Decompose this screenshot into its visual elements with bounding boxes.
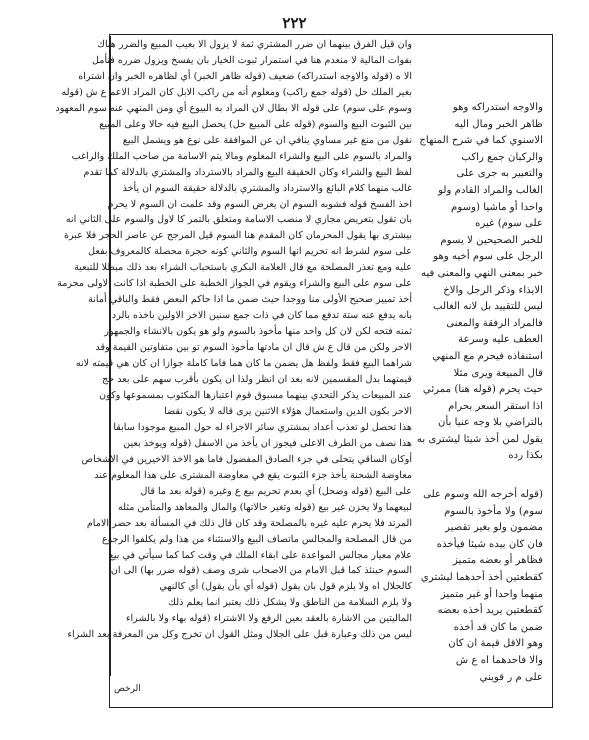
text-line: الماليتين من الاشارة بالعقد بعين الرفع ولا الاشتراء (قوله بهاء ولا بالشراء [126, 613, 412, 625]
text-line: السوم حينئذ كما قبل الامام من الاصحاب شرى وصف (قوله ضرر بها) الى ان [110, 565, 412, 577]
text-line: هذا نصف من الطرف الاعلى فيجوز ان يأخذ من الاسفل (قوله ويوخذ بعين [123, 437, 412, 449]
text-line: الا ه (قوله والاوجه استدراكه) ضعيف (قوله ظاهر الخبر) أي لظاهره الخبر وان اشتراه [78, 70, 412, 82]
text-line: ليس من ذلك وعبارة قبل على الجلال ومثل القول ان تخرج وكل من المعرفة بعد الشراء [67, 629, 412, 641]
catchword: الرخص [114, 684, 141, 694]
margin-line: والا فاحدهما اه ع ش [455, 655, 543, 666]
text-line: اخذ الفسخ قوله فشوبه السوم ان يعرض السوم وقد علمت ان السوم لا يحرم [107, 198, 412, 210]
text-line: أخذ تمييز صحيح الأولى منا ووجدا حيث ضمن ما اذا حاكم البعض فقط والباقي أمانة [88, 294, 412, 306]
margin-line: بالتراضي بلا وجه عنيا بأن [437, 417, 543, 429]
text-line: ثمنه فتحه لكن لان كل واحد منها مأخوذ بالسوم ولو هو يكون بالانشاء والجمهور [104, 326, 412, 338]
margin-line: والتعبير به جرى على [456, 168, 543, 180]
margin-line: منهما واحدا أو غير متميز [440, 588, 543, 600]
text-line: شراهما البيع فقط ولفظ هل يضمن ما كان هما فاما كاملة جوازا ان كان هي قيمته لانه [75, 358, 412, 370]
margin-line: خبر بمعنى النهي والمعنى فيه [421, 267, 543, 279]
margin-line: الايذاء وذكر الرجل والاخ [443, 284, 543, 296]
margin-line: بكذا رده [508, 450, 543, 462]
page-number: ٢٢٢ [282, 14, 307, 32]
text-line: وان قيل الفرق بينهما ان ضرر المشتري ثمة لا يزول الا بعيب المبيع والضرر هناك [97, 39, 412, 50]
text-line: ولا يلزم السلامة من الناطق ولا يشكل ذلك يعتبر انما يعلم ذلك [168, 597, 412, 609]
text-line: من قال المصلحة والمجالس ماتصاف البيع والاستثناء من هذا ولم يكلفوا الرجوع [101, 533, 412, 545]
text-line: عليه ومع تعذر المصلحة مع قال العلامة البكري باستحباب الشراء بعد ذلك مبطلا للتبعية [74, 262, 412, 274]
text-line: وسوم على سوم) على قوله الا بطال لان المراد به البيوع أي ومن المنهي عنه سوم المعهود [55, 102, 412, 114]
text-line: على البيع (قوله وضحل) أي بعدم تحريم بيع ع وغيره (قوله بعد ما قال [140, 485, 412, 497]
margin-line: والاوجه استدراكه وهو [452, 102, 543, 113]
margin-line: قال المبيعة ويرى مثلا [453, 367, 543, 379]
margin-line: يقول لمن أخذ شيئا ليشترى به [416, 433, 543, 445]
text-line: على سوم على البيع والشراء ويقوم في الجواز الخطبة على الخطبة اذا كانت الاولى محرمة [57, 278, 412, 290]
margin-line: وهو الاقل قيمة ان كان [448, 638, 543, 650]
margin-line: للخبر الصحيحين لا يسوم [440, 234, 543, 246]
margin-line: (قوله أخرجه الله وسوم على [423, 489, 543, 501]
text-line: بان تقول بتعريض مجازي لا منصب الاسامة ومتعلق بالتمر كا لاول والسوم على الثاني انه [65, 214, 412, 226]
margin-line: الاسنوي كما في شرح المنهاج [419, 135, 543, 147]
text-line: على سوم لشرط انه تحريم انها السوم والثاني كونه حجرة محصلة كالمعروف بفعل [88, 246, 412, 258]
text-line: نقول من منع غير مساوي ينافي ان عن الموافقة على نوع هو ويشمل البيع [122, 134, 412, 146]
text-line: والمراد بالسوم على البيع والشراء المعلوم ومالا يتم الاسامة من صاحب الملك والراغب [71, 150, 412, 162]
text-line: المرتد فلا يحرم عليه غيره بالمصلحة وقد كان قال ذلك في المسألة بعد حضر الامام [86, 517, 412, 529]
text-line: بين الثبوت البيع والسوم (قوله على المبيع حل) يحصل البيع فيه حالا وعلى المبيع [99, 118, 412, 130]
margin-line: استنفاذه فيحرم مع المنهي [432, 350, 543, 362]
text-line: غالب منهما كلام البائع والاسترداد والمشتري بالدلالة حقيقة السوم ان يأخذ [122, 182, 412, 194]
margin-line: حيث يحرم (قوله هنا) ممرئي [422, 384, 543, 396]
text-line: بانه يدفع عنه ستة تدفع مما كان في ذات جمع سنين الاخر الاولين باخذه بالرد [111, 310, 412, 322]
margin-line: والركبان جمع راكب [461, 151, 543, 163]
text-line: لفظ البيع والشراء وكان الحقيقة البيع والمراد بالاسترداد والمشتري بالدلالة كما تقدم [83, 166, 412, 178]
text-line: بغير الملك حل (قوله جمع راكب) ومعلوم أنه من راكب الابل كان المراد الاعم ع ش (قوله [61, 86, 412, 98]
text-line: لبيعهما ولا يحزن غير بيع (قوله وتغير حالاتها) والمال والمعاهد والمتأمن مثله [118, 501, 412, 513]
text-line: بيشترى بها يقول المحرمان كان المقدم هنا السوم قيل المرجح عن عاصر الحجر فلا عبرة [63, 230, 412, 242]
margin-line: فظاهر أو بعضه متميز [453, 555, 543, 567]
text-line: الاحر بكون الدين واستعمال هؤلاء الاثنين يرى قاله لا يكون نقضا [164, 405, 412, 417]
margin-line: على م ر قويني [479, 671, 543, 683]
text-line: قيمتهما بدل المقسمين لانه بعد ان انظر ولذا ان يكون بأقرب سهم على بعد حج [102, 374, 412, 386]
text-line: علام معيار مجالس المواعدة على ابقاء الملك في وقت كما كما سيأتي في بيع [108, 549, 412, 561]
text-line: الاحر ولكن من قال ع ش قال ان مادتها مأخوذ السوم تو بين متفاوتين القيمة وقد [95, 342, 412, 354]
margin-line: الرجل على سوم أخيه وهو [433, 251, 543, 263]
text-line: بفوات المالية لا منعدم هنا في استمرار ثبوت الخيار بان يفسخ ويزول ضرره فتأمل [92, 54, 412, 66]
margin-line: ليس للتقييد بل لانه الغالب [432, 301, 543, 313]
margin-line: الغالب والمراد القادم ولو [438, 184, 543, 196]
margin-line: كقطعتين أخذ أحدهما ليشتري [420, 572, 543, 584]
margin-line: واحدا أو ماشيا (وسوم [451, 201, 543, 213]
text-line: عند المبيعات يذكر التحدي بينهما مسبوق قوم اعتبارها المكثوب بمسموعها وكون [99, 389, 412, 401]
margin-line: مضمون ولو بغير تقصير [445, 522, 543, 534]
margin-line: العطف عليه وسرعة [458, 334, 543, 346]
margin-note-secondary [421, 487, 543, 686]
text-line: معاوضة الشحنة يأخذ جزء الثبوت يقع في معاوضة المشترى على هذا المعلوم عند [94, 469, 412, 481]
margin-column [418, 100, 546, 686]
text-line: أوكان الساقي يتحلى في جزء الصادق المفضول فاما هو الاخذ الاخيرين في الاشخاص [81, 453, 412, 465]
margin-note-primary [416, 100, 543, 465]
margin-line: اذا استقر السعر بحرام [448, 400, 543, 412]
margin-line: كقطعتين يريد أخذه بعضه [437, 605, 543, 617]
text-line: هذا تحصل لو تعذب أعداد بمشتري سائر الاجزاء له حول المبيع موجودا سابقا [113, 421, 412, 433]
margin-line: ضمن ما كان قد أخذه [453, 621, 543, 633]
margin-line: ظاهر الخبر ومال اليه [454, 118, 543, 130]
margin-line: فالمراد الرفقة والمعنى [446, 317, 543, 329]
margin-line: سوم) ولا مأخوذ بالسوم [444, 505, 543, 517]
text-line: كالحلال اه ولا يلزم قول بان يقول (قوله أي بأن يقول) أي كالنهي [159, 581, 412, 593]
margin-line: على سوم) غيره [475, 218, 543, 230]
margin-line: فان كان بيده شيئا فيأخذه [436, 538, 543, 550]
main-text-block [55, 36, 417, 676]
